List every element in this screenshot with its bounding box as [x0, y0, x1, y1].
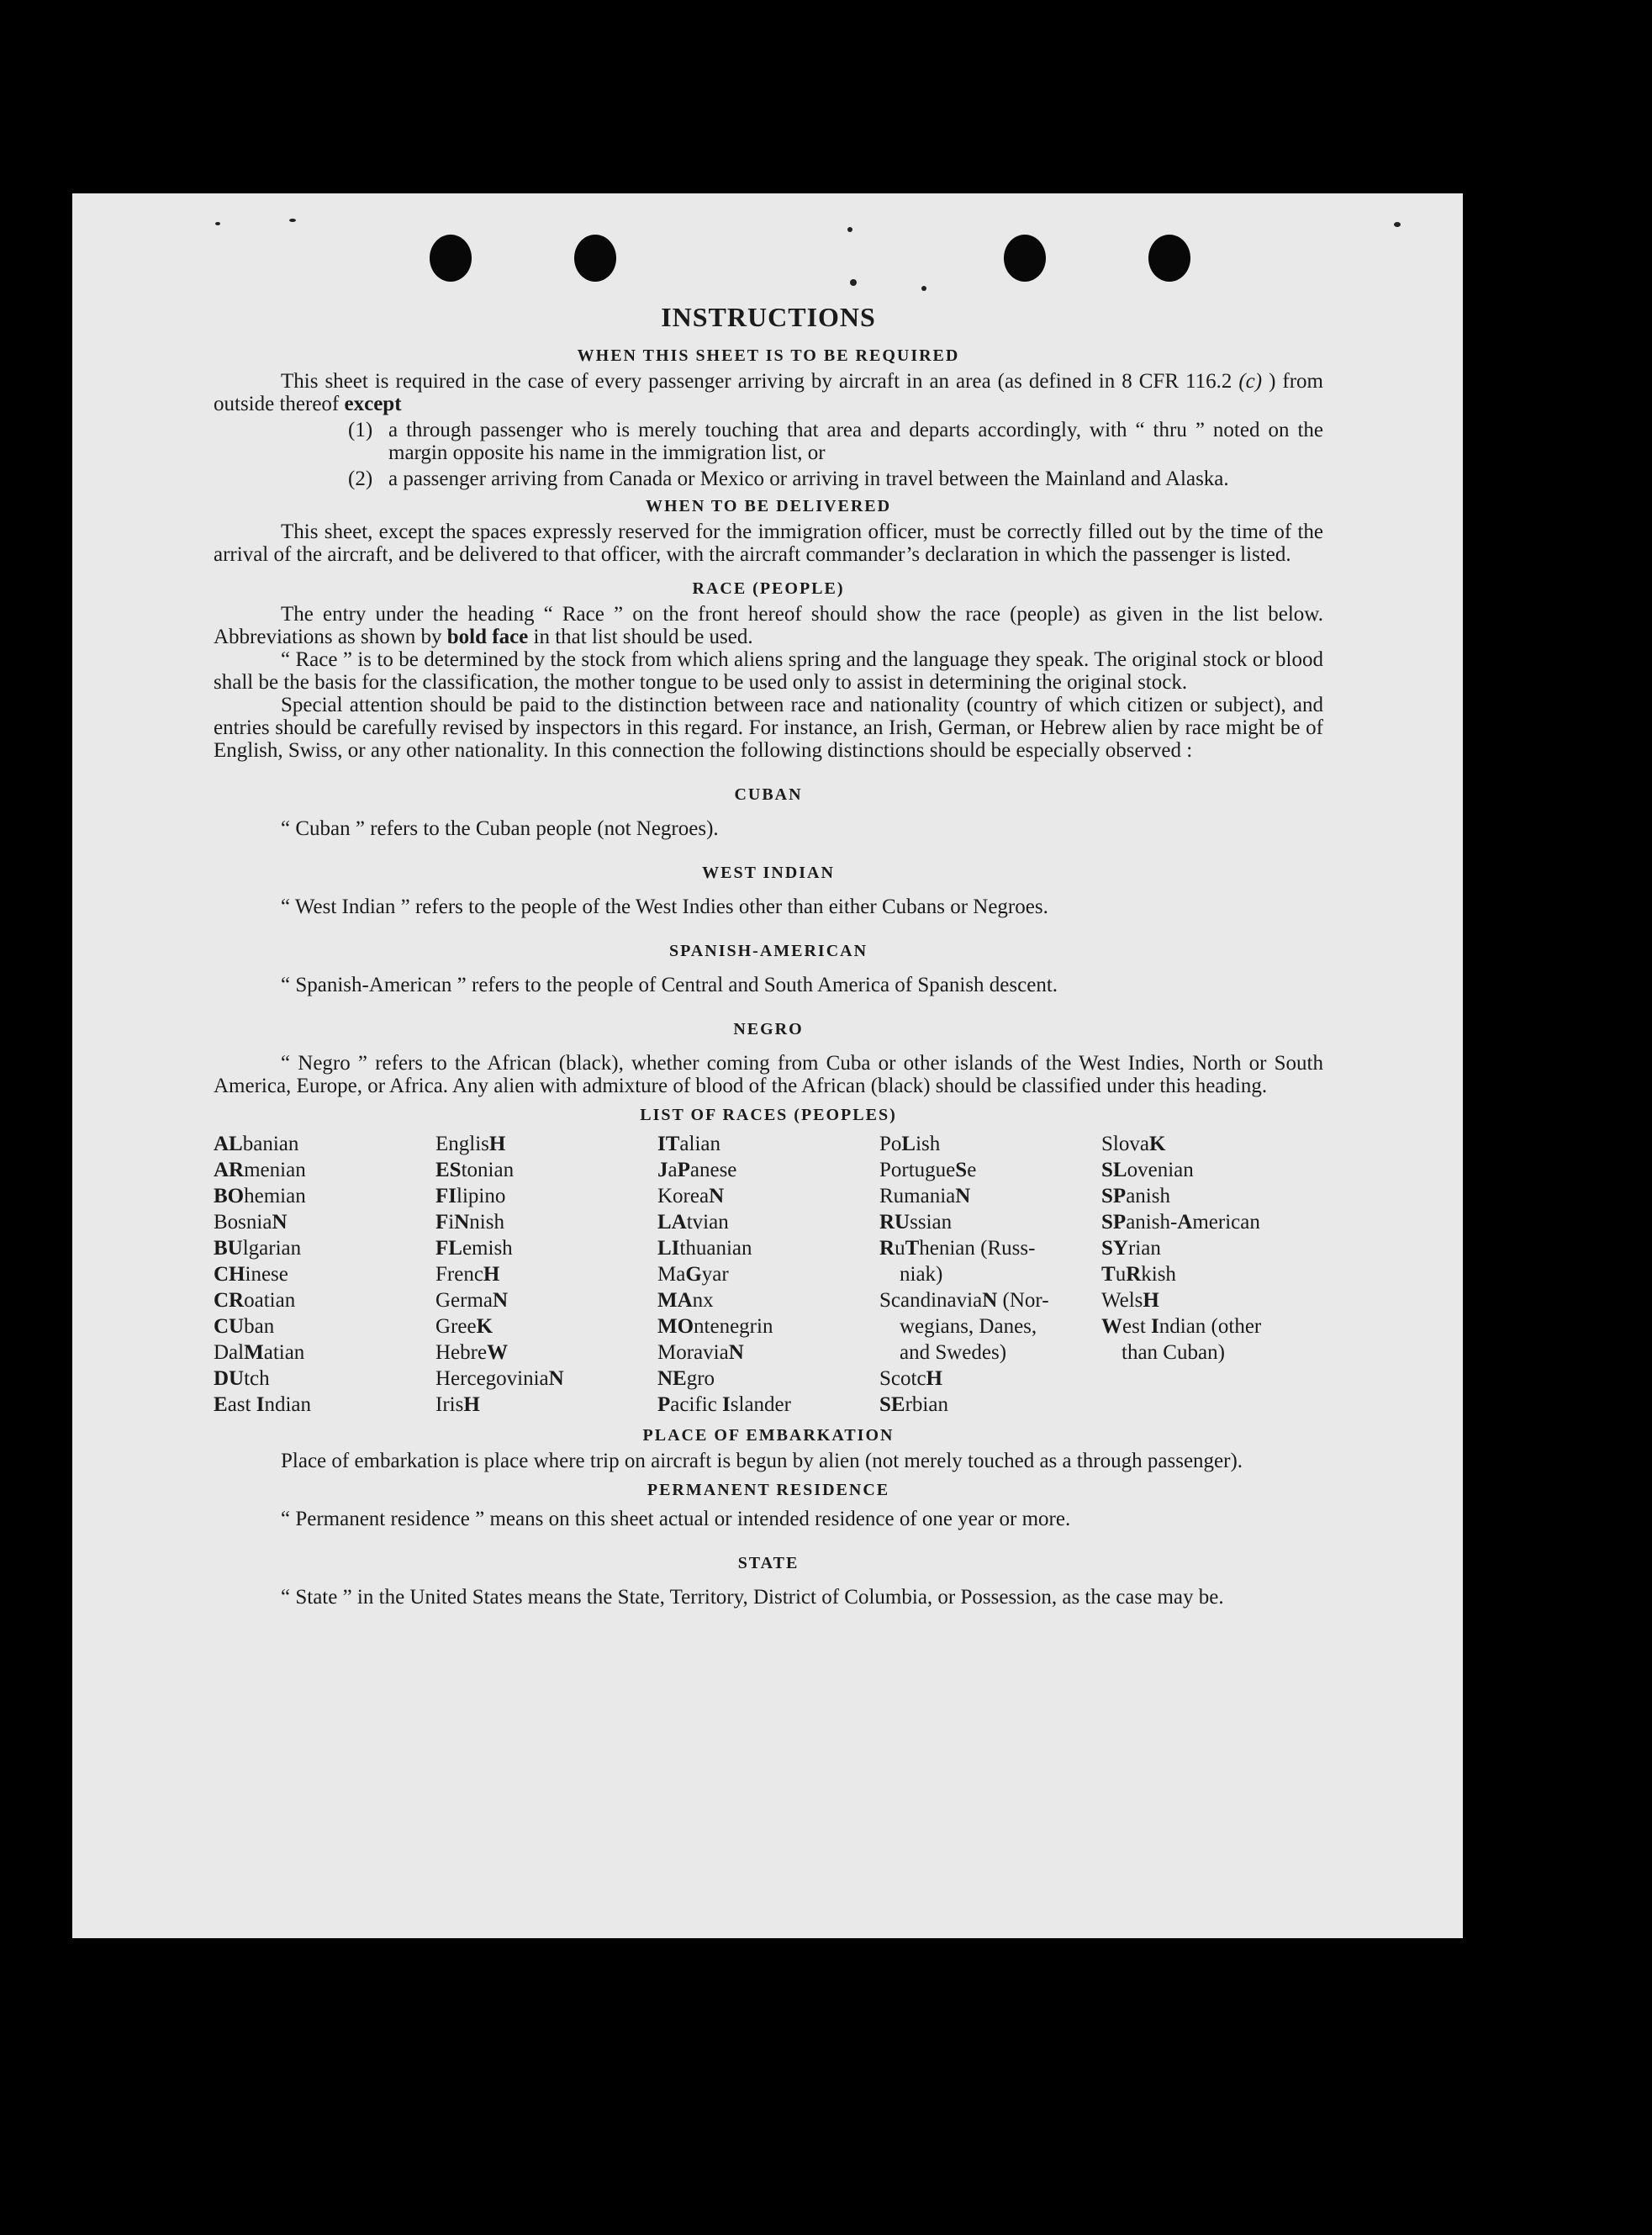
scan-speck [850, 279, 857, 286]
delivered-text: This sheet, except the spaces expressly reserved for the immigration officer, must be correctly filled out by the time of the arrival of the aircraft, and be delivered to that officer, with the aircraft commander’s declaration in which the passenger is listed. [214, 520, 1323, 566]
race-entry: CHinese [214, 1263, 288, 1286]
heading-cuban: CUBAN [734, 785, 803, 804]
race-column-5 [1101, 1131, 1323, 1418]
race-paragraph-1: The entry under the heading “ Race ” on the front hereof should show the race (people) as given in the list below. Abbreviations as shown by bold face in that list should be used. [214, 603, 1323, 648]
heading-negro: NEGRO [733, 1020, 804, 1038]
required-intro: This sheet is required in the case of every passenger arriving by aircraft in an area (as defined in 8 CFR 116.2 (c) ) from outside thereof except [214, 370, 1324, 415]
heading-state: STATE [737, 1554, 800, 1572]
race-column-3 [657, 1131, 879, 1418]
embarkation-text: Place of embarkation is place where trip on aircraft is begun by alien (not merely touched as a through passenger). [281, 1450, 1243, 1472]
race-entry: KoreaN [657, 1185, 725, 1207]
race-paragraph-3: Special attention should be paid to the distinction between race and nationality (country of which citizen or subject), and entries should be carefully revised by inspectors in this regard. For instance, an Irish, German, or Hebrew alien by race might be of English, Swiss, or any other nationality. In this connection the following distinctions should be especially observed : [214, 694, 1323, 762]
race-entry: FrencH [435, 1263, 500, 1286]
race-entry: GermaN [435, 1289, 509, 1312]
race-entry: SYrian [1101, 1237, 1161, 1260]
race-entry: than Cuban) [1122, 1341, 1225, 1364]
punch-hole-3 [1004, 235, 1046, 282]
required-item-1: (1) a through passenger who is merely touching that area and departs accordingly, with “ thru ” noted on the margin opposite his name in the immigration list, or [348, 419, 1323, 464]
race-column-2 [435, 1131, 657, 1418]
race-entry: FIlipino [435, 1185, 506, 1207]
west-indian-text: “ West Indian ” refers to the people of the West Indies other than either Cubans or Negroes. [281, 896, 1048, 918]
race-entry: SlovaK [1101, 1133, 1166, 1155]
state-text: “ State ” in the United States means the State, Territory, District of Columbia, or Possession, as the case may be. [281, 1586, 1224, 1609]
scan-speck [215, 222, 220, 225]
race-entry: TuRkish [1101, 1263, 1176, 1286]
race-entry: BosniaN [214, 1211, 288, 1234]
race-entry: BUlgarian [214, 1237, 302, 1260]
document-sheet [72, 193, 1463, 1938]
race-entry: EStonian [435, 1159, 515, 1181]
scan-speck [289, 219, 296, 222]
race-paragraph-2: “ Race ” is to be determined by the stock from which aliens spring and the language they speak. The original stock or blood shall be the basis for the classification, the mother tongue to be used only to assist in determining the original stock. [214, 648, 1323, 694]
heading-spanish-american: SPANISH-AMERICAN [668, 942, 868, 960]
race-entry: EnglisH [435, 1133, 506, 1155]
race-entry: RuThenian (Russ- [879, 1237, 1036, 1260]
heading-delivered: WHEN TO BE DELIVERED [645, 497, 892, 515]
race-entry: MOntenegrin [657, 1315, 773, 1338]
spanish-american-text: “ Spanish-American ” refers to the people of Central and South America of Spanish descent. [281, 974, 1058, 996]
race-entry: WelsH [1101, 1289, 1159, 1312]
punch-hole-2 [574, 235, 616, 282]
race-entry: CUban [214, 1315, 275, 1338]
races-list [214, 1131, 1323, 1418]
race-entry: Pacific Islander [657, 1393, 791, 1416]
required-item-2: (2) a passenger arriving from Canada or Mexico or arriving in travel between the Mainland and Alaska. [348, 468, 1229, 490]
negro-text: “ Negro ” refers to the African (black), whether coming from Cuba or other islands of the West Indies, North or South America, Europe, or Africa. Any alien with admixture of blood of the African (black) should be classified under this heading. [214, 1052, 1323, 1097]
race-column-1 [214, 1131, 435, 1418]
race-entry: MoraviaN [657, 1341, 744, 1364]
race-entry: niak) [900, 1263, 943, 1286]
race-entry: HercegoviniaN [435, 1367, 564, 1390]
race-entry: SLovenian [1101, 1159, 1194, 1181]
race-entry: RumaniaN [879, 1185, 971, 1207]
heading-race: RACE (PEOPLE) [692, 579, 845, 598]
race-entry: and Swedes) [900, 1341, 1007, 1364]
scan-speck [1394, 222, 1401, 227]
race-entry: CRoatian [214, 1289, 296, 1312]
heading-west-indian: WEST INDIAN [702, 864, 835, 882]
race-entry: FiNnish [435, 1211, 504, 1234]
race-entry: LAtvian [657, 1211, 729, 1234]
race-entry: PortugueSe [879, 1159, 977, 1181]
scan-speck [847, 227, 852, 232]
race-entry: JaPanese [657, 1159, 737, 1181]
page-title: INSTRUCTIONS [661, 302, 876, 332]
cuban-text: “ Cuban ” refers to the Cuban people (not Negroes). [281, 817, 719, 840]
punch-hole-4 [1148, 235, 1190, 282]
race-entry: SPanish [1101, 1185, 1170, 1207]
race-entry: ALbanian [214, 1133, 299, 1155]
race-entry: BOhemian [214, 1185, 306, 1207]
race-entry: SPanish-American [1101, 1211, 1260, 1234]
race-entry: LIthuanian [657, 1237, 752, 1260]
race-entry: GreeK [435, 1315, 493, 1338]
race-entry: FLemish [435, 1237, 513, 1260]
race-entry: IrisH [435, 1393, 480, 1416]
heading-embarkation: PLACE OF EMBARKATION [642, 1426, 895, 1445]
residence-text: “ Permanent residence ” means on this sheet actual or intended residence of one year or more. [281, 1508, 1071, 1530]
race-entry: RUssian [879, 1211, 953, 1234]
heading-residence: PERMANENT RESIDENCE [647, 1481, 890, 1499]
race-column-4 [879, 1131, 1101, 1418]
race-entry: ITalian [657, 1133, 720, 1155]
race-entry: ScotcH [879, 1367, 942, 1390]
race-entry: ScandinaviaN (Nor- [879, 1289, 1049, 1312]
race-entry: East Indian [214, 1393, 311, 1416]
race-entry: DUtch [214, 1367, 270, 1390]
heading-required: WHEN THIS SHEET IS TO BE REQUIRED [577, 346, 960, 365]
race-entry: MAnx [657, 1289, 714, 1312]
punch-hole-1 [430, 235, 472, 282]
race-entry: MaGyar [657, 1263, 729, 1286]
instructions-content [214, 303, 1323, 1609]
scan-speck [921, 286, 926, 291]
race-entry: NEgro [657, 1367, 715, 1390]
race-entry: DalMatian [214, 1341, 305, 1364]
race-entry: SErbian [879, 1393, 948, 1416]
heading-list-of-races: LIST OF RACES (PEOPLES) [640, 1106, 897, 1124]
race-entry: HebreW [435, 1341, 509, 1364]
race-entry: PoLish [879, 1133, 941, 1155]
race-entry: West Indian (other [1101, 1315, 1262, 1338]
race-entry: ARmenian [214, 1159, 306, 1181]
race-entry: wegians, Danes, [900, 1315, 1037, 1338]
